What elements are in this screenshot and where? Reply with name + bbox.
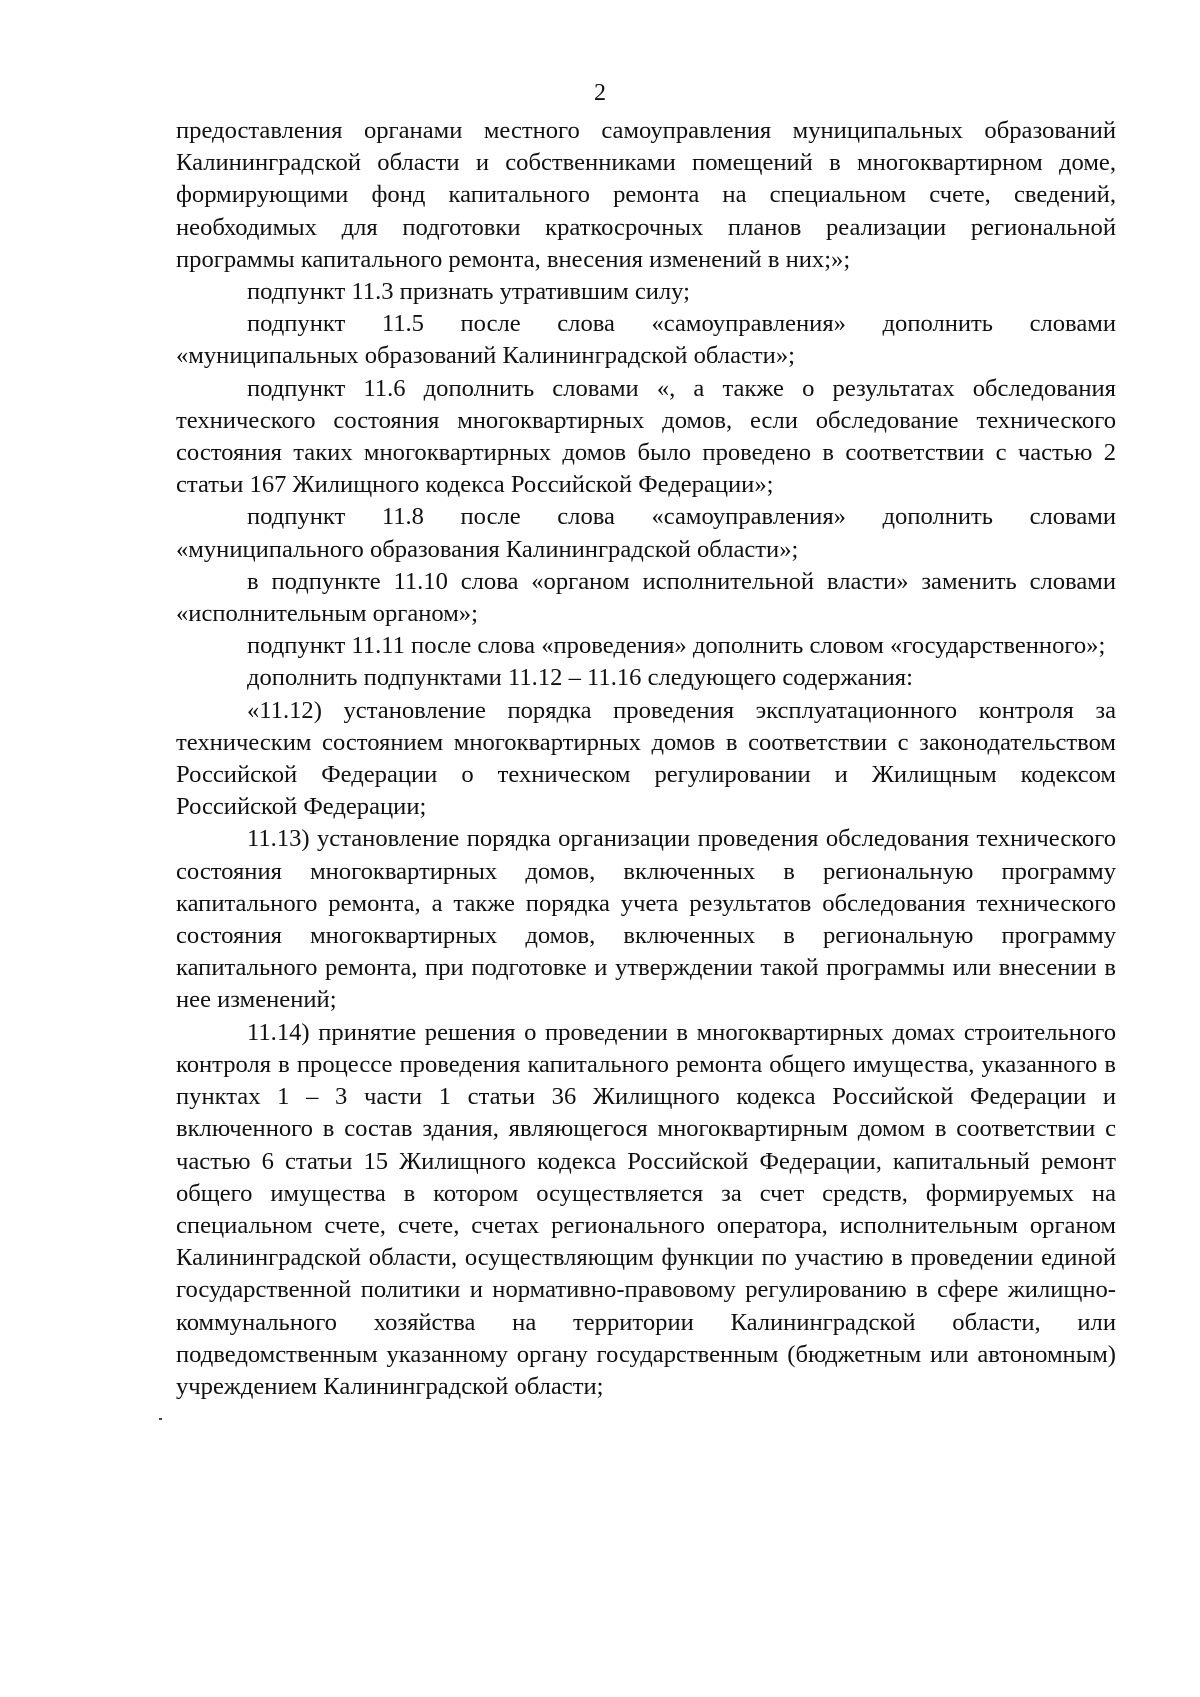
page-number: 2 (594, 80, 606, 106)
paragraph-subitem-11-3: подпункт 11.3 признать утратившим силу; (247, 278, 690, 306)
scan-artifact-dot (159, 1418, 162, 1420)
paragraph-item-11-14: 11.14) принятие решения о проведении в многоквартирных домах строительного контроля в процессе проведения капитального ремонта общего имущества, указанного в пунктах 1 – 3 части 1 статьи 36 Жилищного кодекса Российской Федерации и включенного в состав здания, являющегося многоквартирным домом в соответствии с частью 6 статьи 15 Жилищного кодекса Российской Федерации, капитальный ремонт общего имущества в котором осуществляется за счет средств, формируемых на специальном счете, счете, счетах регионального оператора, исполнительным органом Калининградской области, осуществляющим функции по участию в проведении единой государственной политики и нормативно-правовому регулированию в сфере жилищно-коммунального хозяйства на территории Калининградской области, или подведомственным указанному органу государственным (бюджетным или автономным) учреждением Калининградской области; (176, 1018, 1116, 1400)
paragraph-subitem-11-8: подпункт 11.8 после слова «самоуправления» дополнить словами «муниципального образования Калининградской области»; (176, 503, 1116, 563)
paragraph-subitem-11-11: подпункт 11.11 после слова «проведения» дополнить словом «государственного»; (247, 632, 1106, 660)
paragraph-item-11-12: «11.12) установление порядка проведения эксплуатационного контроля за техническим состоянием многоквартирных домов в соответствии с законодательством Российской Федерации о техническом регулировании и Жилищным кодексом Российской Федерации; (176, 696, 1116, 821)
paragraph-subitem-11-5: подпункт 11.5 после слова «самоуправления» дополнить словами «муниципальных образований Калининградской области»; (176, 310, 1116, 370)
document-body (176, 115, 1116, 1403)
paragraph-subitem-11-6: подпункт 11.6 дополнить словами «, а также о результатах обследования технического состояния многоквартирных домов, если обследование технического состояния таких многоквартирных домов было проведено в соответствии с частью 2 статьи 167 Жилищного кодекса Российской Федерации»; (176, 374, 1116, 499)
paragraph-add-subitems: дополнить подпунктами 11.12 – 11.16 следующего содержания: (247, 664, 913, 692)
paragraph-continuation: предоставления органами местного самоуправления муниципальных образований Калининградской области и собственниками помещений в многоквартирном доме, формирующими фонд капитального ремонта на специальном счете, сведений, необходимых для подготовки краткосрочных планов реализации региональной программы капитального ремонта, внесения изменений в них;»; (176, 117, 1116, 273)
paragraph-subitem-11-10: в подпункте 11.10 слова «органом исполнительной власти» заменить словами «исполнительным органом»; (176, 567, 1116, 628)
paragraph-item-11-13: 11.13) установление порядка организации проведения обследования технического состояния многоквартирных домов, включенных в региональную программу капитального ремонта, а также порядка учета результатов обследования технического состояния многоквартирных домов, включенных в региональную программу капитального ремонта, при подготовке и утверждении такой программы или внесении в нее изменений; (176, 825, 1116, 1014)
